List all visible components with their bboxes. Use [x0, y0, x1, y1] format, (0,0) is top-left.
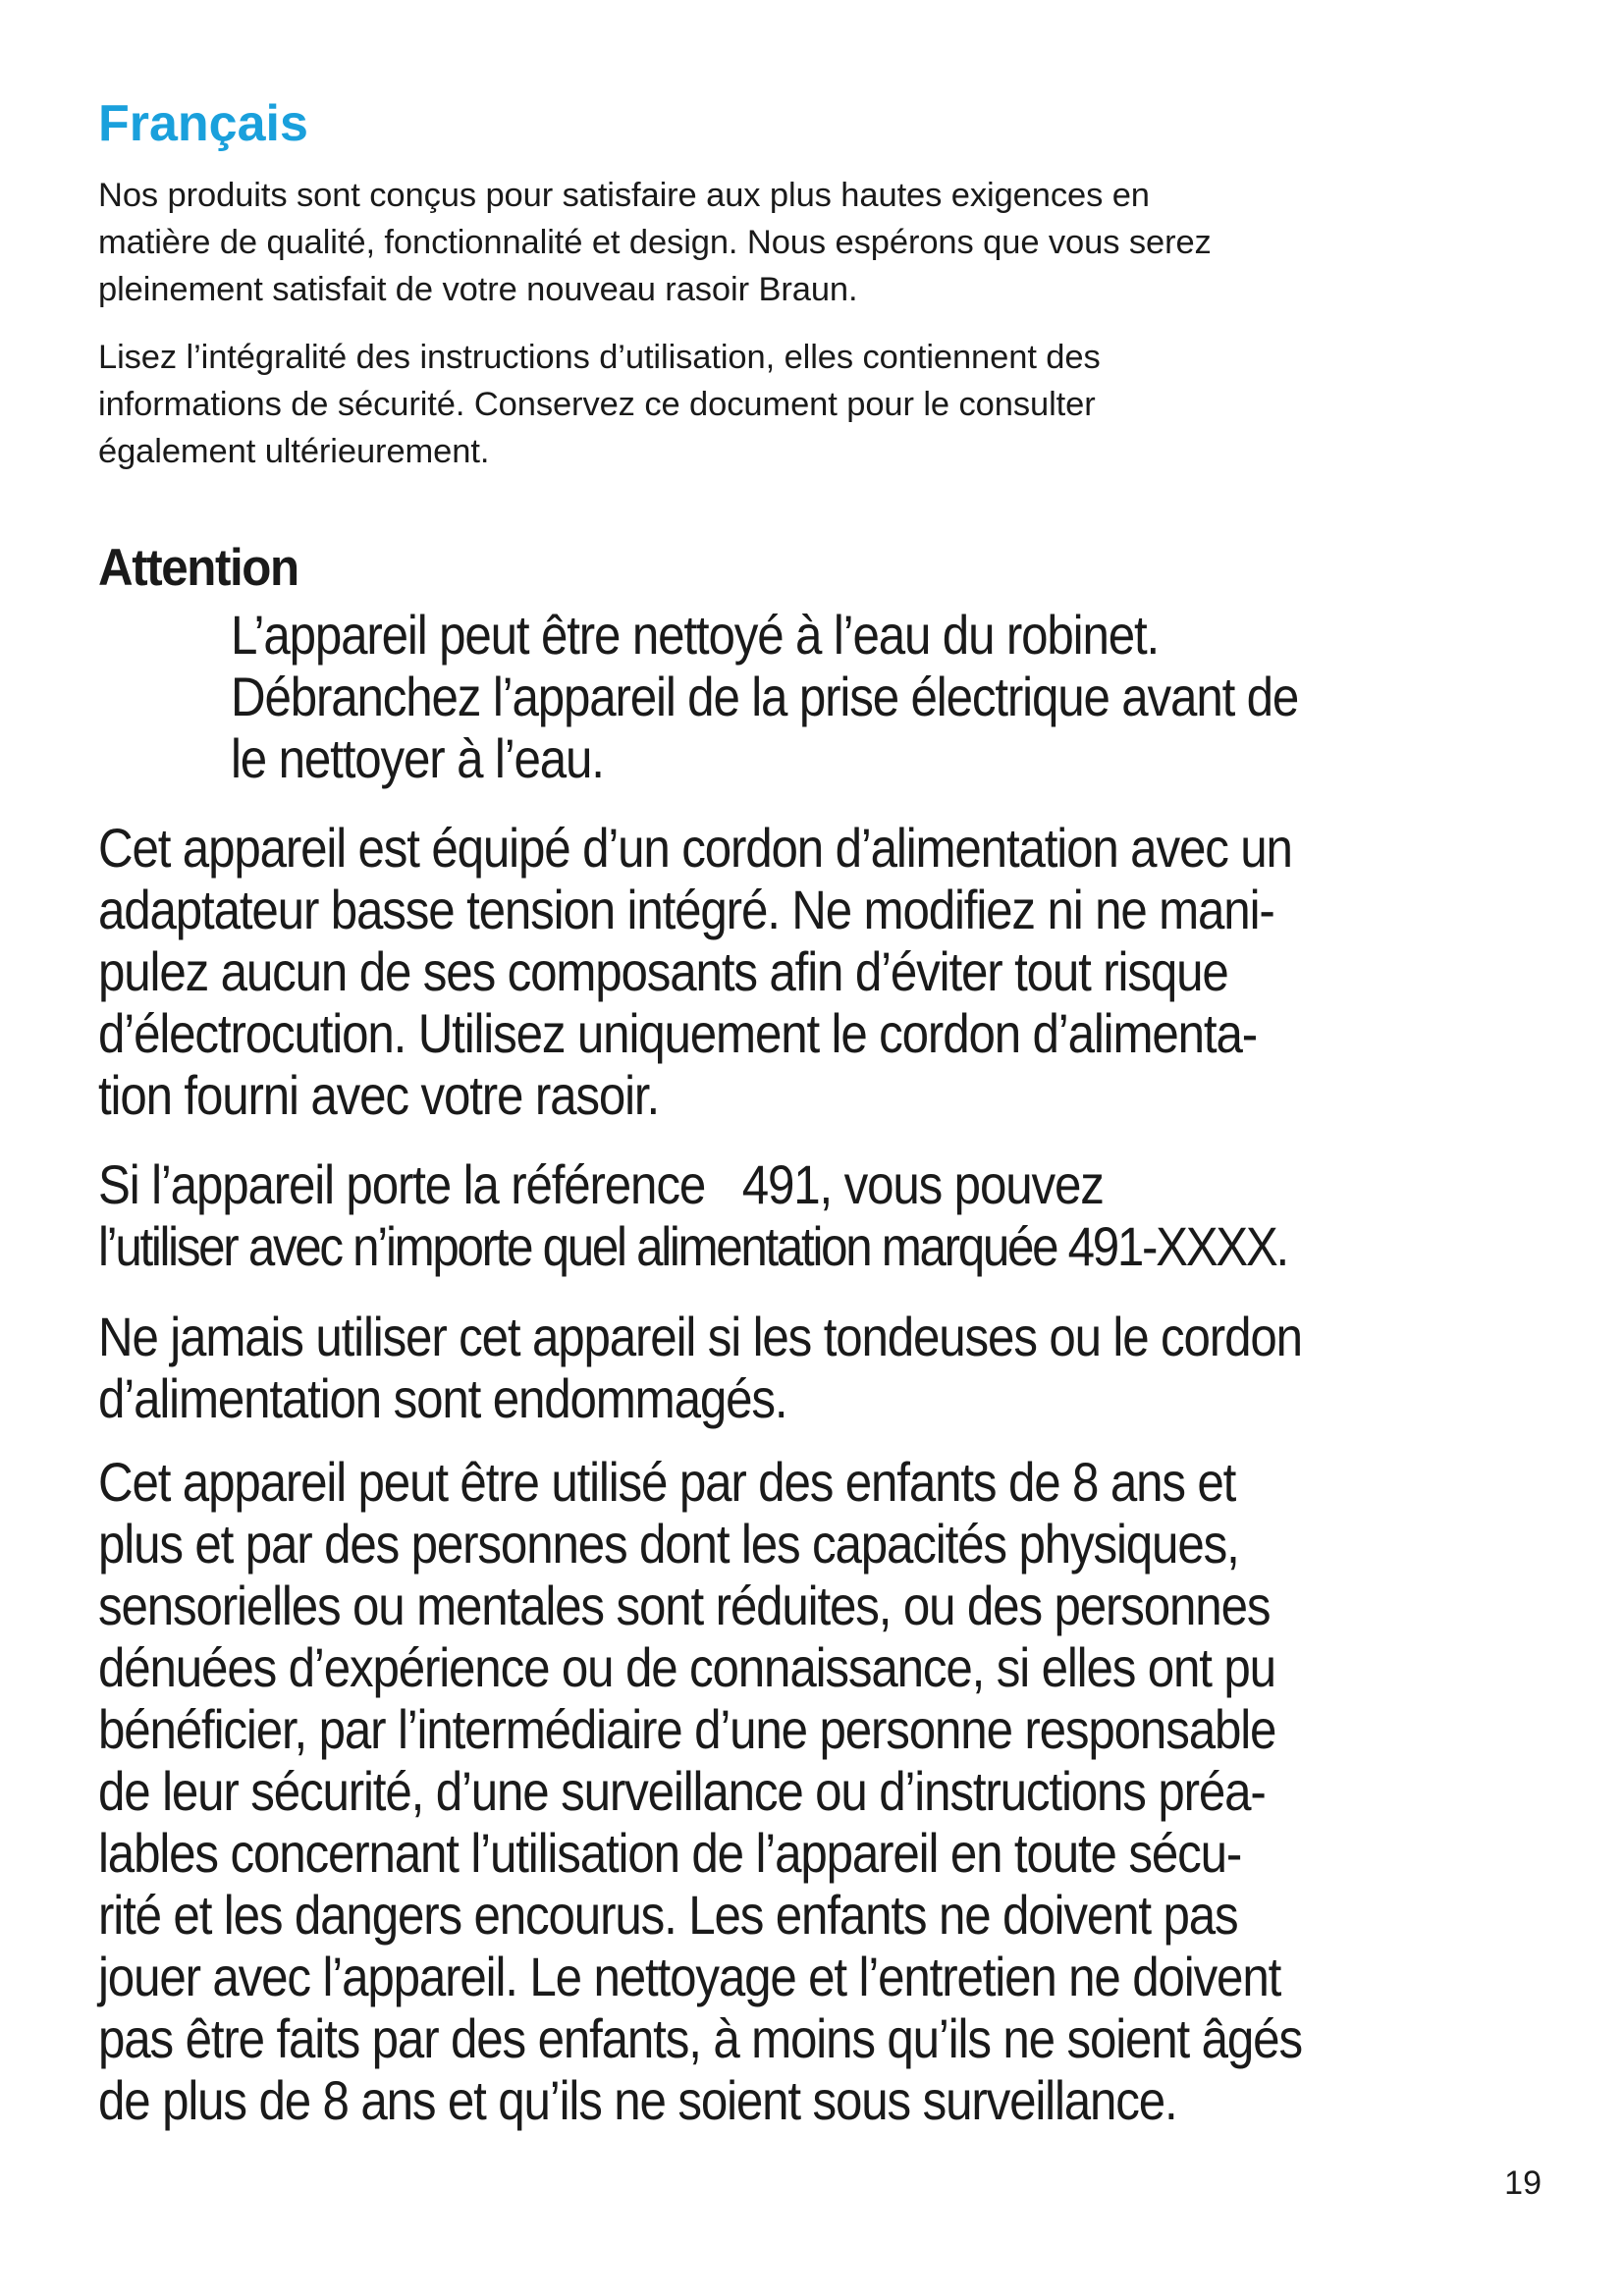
text-line: dénuées d’expérience ou de connaissance, si elles ont pu	[98, 1636, 1275, 1698]
text-line: de plus de 8 ans et qu’ils ne soient sous surveillance.	[98, 2069, 1177, 2131]
paragraph-power-cord	[98, 817, 1292, 1126]
text-line: Si l’appareil porte la référence 491, vous pouvez	[98, 1153, 1104, 1215]
text-line: Débranchez l’appareil de la prise électrique avant de	[231, 666, 1299, 727]
text-line: Cet appareil est équipé d’un cordon d’alimentation avec un	[98, 817, 1292, 879]
text-line: de leur sécurité, d’une surveillance ou d’instructions préa-	[98, 1760, 1266, 1822]
intro-paragraph-quality	[98, 172, 1542, 313]
text-line: le nettoyer à l’eau.	[231, 727, 604, 789]
text-line: sensorielles ou mentales sont réduites, ou des personnes	[98, 1575, 1271, 1636]
text-line: également ultérieurement.	[98, 433, 490, 470]
text-line: d’électrocution. Utilisez uniquement le cordon d’alimenta-	[98, 1002, 1257, 1064]
text-line: pleinement satisfait de votre nouveau rasoir Braun.	[98, 271, 858, 308]
text-line: Cet appareil peut être utilisé par des enfants de 8 ans et	[98, 1451, 1236, 1513]
text-line: l’utiliser avec n’importe quel alimentation marquée 491-XXXX.	[98, 1215, 1287, 1277]
text-line: Lisez l’intégralité des instructions d’utilisation, elles contiennent des	[98, 339, 1101, 376]
paragraph-reference	[98, 1153, 1287, 1277]
attention-warning	[231, 604, 1298, 789]
text-line: plus et par des personnes dont les capacités physiques,	[98, 1513, 1239, 1575]
text-line: pulez aucun de ses composants afin d’éviter tout risque	[98, 940, 1228, 1002]
attention-heading: Attention	[98, 539, 298, 597]
paragraph-children-safety	[98, 1451, 1302, 2131]
intro-paragraph-read-instructions	[98, 334, 1542, 475]
text-line: matière de qualité, fonctionnalité et design. Nous espérons que vous serez	[98, 224, 1212, 261]
paragraph-damaged-cord	[98, 1306, 1302, 1429]
text-line: d’alimentation sont endommagés.	[98, 1367, 787, 1429]
text-line: L’appareil peut être nettoyé à l’eau du robinet.	[231, 604, 1160, 666]
text-line: jouer avec l’appareil. Le nettoyage et l’entretien ne doivent	[98, 1946, 1281, 2007]
text-line: bénéficier, par l’intermédiaire d’une personne responsable	[98, 1698, 1276, 1760]
text-line: adaptateur basse tension intégré. Ne modifiez ni ne mani-	[98, 879, 1274, 940]
text-line: lables concernant l’utilisation de l’appareil en toute sécu-	[98, 1822, 1242, 1884]
page-number: 19	[1504, 2164, 1542, 2202]
text-line: Nos produits sont conçus pour satisfaire aux plus hautes exigences en	[98, 177, 1150, 214]
language-heading: Français	[98, 95, 308, 152]
manual-page	[98, 0, 1542, 2296]
text-line: Ne jamais utiliser cet appareil si les tondeuses ou le cordon	[98, 1306, 1302, 1367]
text-line: pas être faits par des enfants, à moins qu’ils ne soient âgés	[98, 2007, 1302, 2069]
text-line: informations de sécurité. Conservez ce document pour le consulter	[98, 386, 1096, 423]
text-line: tion fourni avec votre rasoir.	[98, 1064, 660, 1126]
text-line: rité et les dangers encourus. Les enfants ne doivent pas	[98, 1884, 1238, 1946]
